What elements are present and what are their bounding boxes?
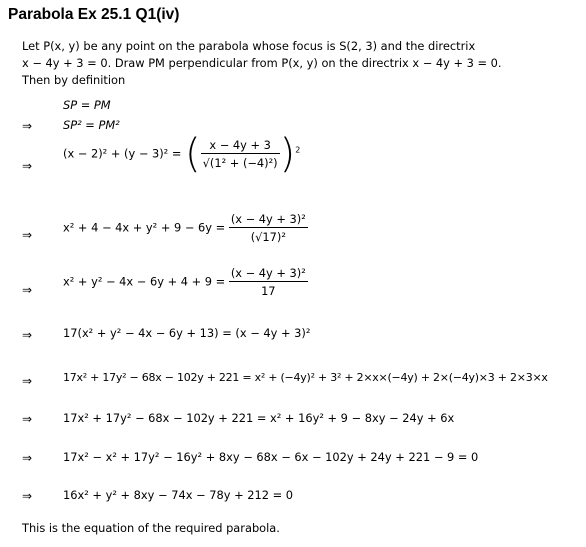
fraction-denominator: √(1² + (−4)²) xyxy=(202,156,278,170)
implies-arrow-7: ⇒ xyxy=(22,412,33,426)
implies-arrow-6: ⇒ xyxy=(22,374,33,388)
step-sp-equals-pm: SP = PM xyxy=(63,98,111,112)
final-equation: 16x² + y² + 8xy − 74x − 78y + 212 = 0 xyxy=(63,488,294,502)
step-squared: SP² = PM² xyxy=(63,118,120,132)
step-binomial-expansion: 17x² + 17y² − 68x − 102y + 221 = x² + (−4y)² + 3² + 2×x×(−4y) + 2×(−4y)×3 + 2×3×x xyxy=(63,371,548,384)
fraction-numerator: (x − 4y + 3)² xyxy=(230,266,306,280)
step-expanded: x² + 4 − 4x + y² + 9 − 6y = $\frac{\text{(x − 4y + 3)²}}{\text{(√17)²}}$ xyxy=(63,212,306,244)
implies-arrow-1: ⇒ xyxy=(22,119,33,133)
step-moved-terms: 17x² − x² + 17y² − 16y² + 8xy − 68x − 6x − 102y + 24y + 221 − 9 = 0 xyxy=(63,450,479,464)
step-cross-multiply: 17(x² + y² − 4x − 6y + 13) = (x − 4y + 3)² xyxy=(63,326,311,340)
implies-arrow-5: ⇒ xyxy=(22,328,33,342)
implies-arrow-3: ⇒ xyxy=(22,228,33,242)
fraction-numerator: x − 4y + 3 xyxy=(201,138,280,154)
implies-arrow-9: ⇒ xyxy=(22,489,33,503)
step-distance-formula: (x − 2)² + (y − 3)² = ( $\frac{x - 4y + 3}{\text{√(1² + (−4)²)}}$ )$^2$ xyxy=(63,131,301,177)
implies-arrow-8: ⇒ xyxy=(22,451,33,465)
implies-arrow-4: ⇒ xyxy=(22,283,33,297)
intro-line-3: Then by definition xyxy=(22,73,126,87)
step-simplified: x² + y² − 4x − 6y + 4 + 9 = $\frac{\text{(x − 4y + 3)²}}{17}$ xyxy=(63,266,306,298)
conclusion-text: This is the equation of the required parabola. xyxy=(22,521,280,535)
page-title: Parabola Ex 25.1 Q1(iv) xyxy=(8,6,180,23)
implies-arrow-2: ⇒ xyxy=(22,159,33,173)
step-collected: 17x² + 17y² − 68x − 102y + 221 = x² + 16y² + 9 − 8xy − 24y + 6x xyxy=(63,411,455,425)
intro-line-1: Let P(x, y) be any point on the parabola whose focus is S(2, 3) and the directrix xyxy=(22,39,476,53)
fraction-denominator: (√17)² xyxy=(250,230,286,244)
fraction-denominator: 17 xyxy=(261,284,276,298)
fraction-numerator: (x − 4y + 3)² xyxy=(230,212,306,226)
intro-line-2: x − 4y + 3 = 0. Draw PM perpendicular from P(x, y) on the directrix x − 4y + 3 = 0. xyxy=(22,56,502,70)
